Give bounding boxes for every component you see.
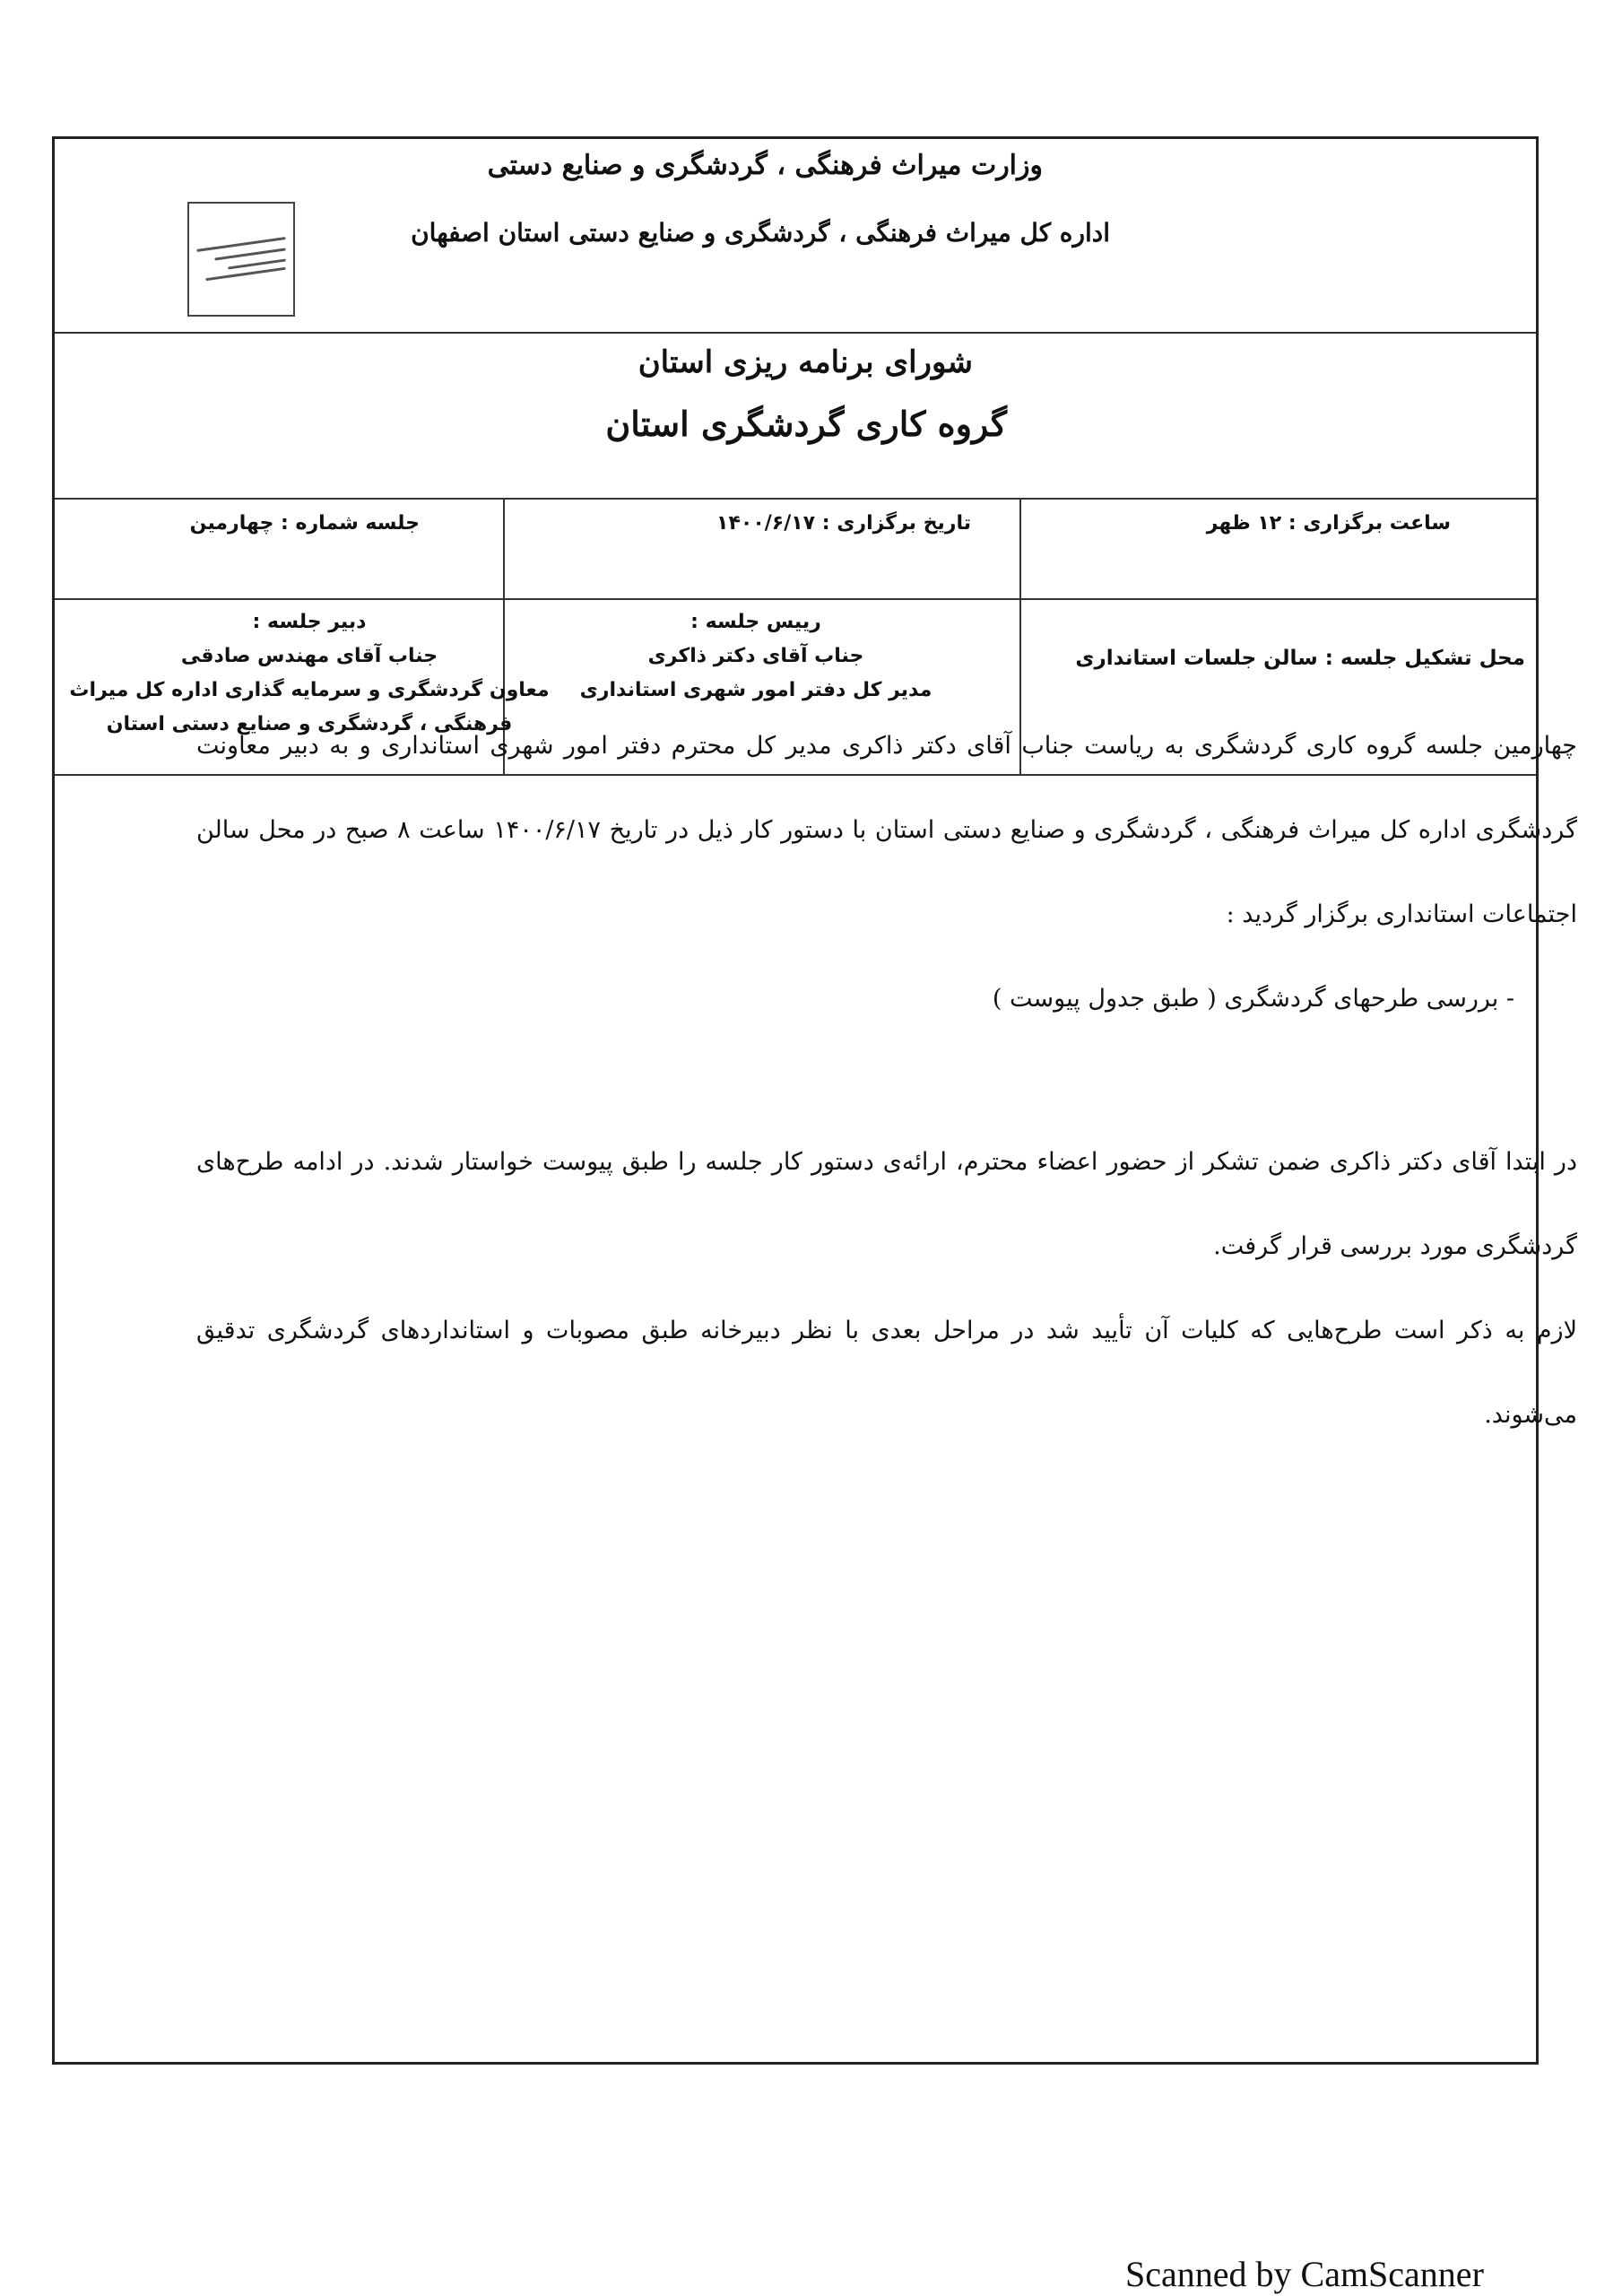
intro-paragraph: چهارمین جلسه گروه کاری گردشگری به ریاست جناب آقای دکتر ذاکری مدیر کل محترم دفتر امور شهری استانداری و به دبیر معاونت گردشگری اداره کل میراث فرهنگی ، گردشگری و صنایع دستی استان با دستور کار ذیل در تاریخ ۱۴۰۰/۶/۱۷ ساعت ۸ صبح در محل سالن اجتماعات استانداری برگزار گردید : bbox=[196, 732, 1577, 928]
council-heading bbox=[55, 332, 1536, 500]
session-place: محل تشکیل جلسه : سالن جلسات استانداری bbox=[1075, 647, 1525, 670]
agenda-item: - بررسی طرحهای گردشگری ( طبق جدول پیوست ) bbox=[992, 985, 1514, 1013]
minutes-body bbox=[196, 704, 1577, 1457]
chair-name: جناب آقای دکتر ذاکری bbox=[647, 645, 864, 667]
ministry-logo bbox=[187, 202, 295, 317]
secretary-title-line1: معاون گردشگری و سرمایه گذاری اداره کل میراث bbox=[69, 679, 550, 701]
letterhead bbox=[55, 139, 1536, 334]
discussion-paragraph: در ابتدا آقای دکتر ذاکری ضمن تشکر از حضور اعضاء محترم، ارائه‌ی دستور کار جلسه را طبق پیوست خواستار شدند. در ادامه طرح‌های گردشگری مورد بررسی قرار گرفت. bbox=[196, 1148, 1577, 1260]
chair-label: رییس جلسه : bbox=[690, 611, 821, 633]
scanner-watermark: Scanned by CamScanner bbox=[1125, 2254, 1484, 2294]
directorate-title: اداره کل میراث فرهنگی ، گردشگری و صنایع دستی استان اصفهان bbox=[411, 218, 1110, 248]
ministry-title: وزارت میراث فرهنگی ، گردشگری و صنایع دستی bbox=[487, 150, 1043, 181]
chair-title: مدیر کل دفتر امور شهری استانداری bbox=[579, 679, 932, 701]
logo-stroke bbox=[214, 248, 286, 260]
session-number: جلسه شماره : چهارمین bbox=[189, 512, 420, 535]
secretary-name: جناب آقای مهندس صادقی bbox=[180, 645, 438, 667]
spacer bbox=[196, 1041, 1577, 1120]
session-chair bbox=[496, 598, 1016, 708]
secretary-title-line2: فرهنگی ، گردشگری و صنایع دستی استان bbox=[106, 713, 513, 735]
secretary-label: دبیر جلسه : bbox=[252, 611, 367, 633]
logo-stroke bbox=[205, 267, 286, 281]
note-paragraph: لازم به ذکر است طرح‌هایی که کلیات آن تأیید شد در مراحل بعدی با نظر دبیرخانه طبق مصوبات و استانداردهای گردشگری تدقیق می‌شوند. bbox=[196, 1317, 1577, 1429]
council-title: شورای برنامه ریزی استان bbox=[638, 344, 973, 380]
working-group-title: گروه کاری گردشگری استان bbox=[605, 404, 1007, 444]
session-date: تاریخ برگزاری : ۱۴۰۰/۶/۱۷ bbox=[716, 512, 971, 535]
session-time: ساعت برگزاری : ۱۲ ظهر bbox=[1206, 512, 1451, 535]
